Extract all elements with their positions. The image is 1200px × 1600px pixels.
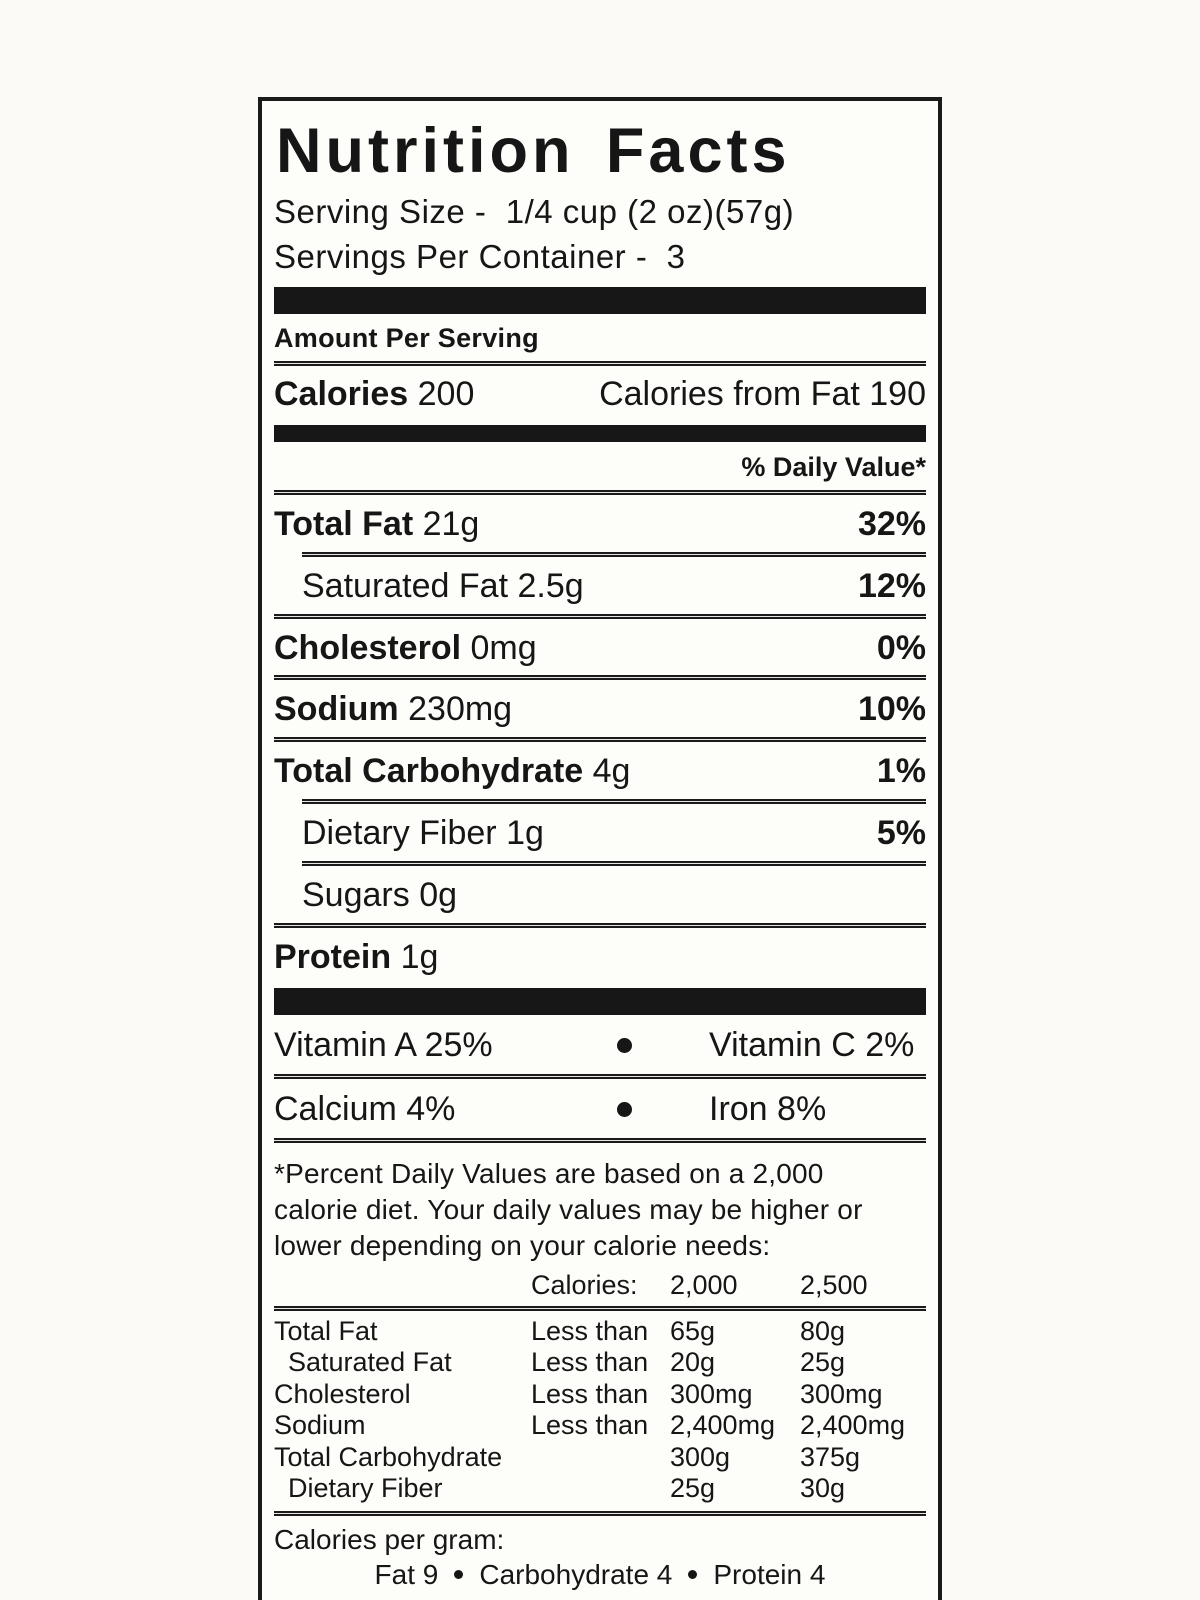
footnote-table-header: Calories: 2,000 2,500 bbox=[531, 1270, 868, 1301]
daily-value: 0% bbox=[876, 628, 926, 667]
nutrient-row-total-carbohydrate: Total Carbohydrate 4g 1% bbox=[274, 752, 926, 791]
bullet-icon bbox=[454, 1570, 463, 1579]
nutrient-row-sodium: Sodium 230mg 10% bbox=[274, 690, 926, 729]
daily-value-header: % Daily Value* bbox=[741, 452, 926, 483]
nutrient-row-sugars: Sugars 0g bbox=[302, 875, 458, 914]
thick-divider-bar bbox=[274, 287, 926, 314]
footnote-table bbox=[274, 1311, 926, 1511]
amount-per-serving: Amount Per Serving bbox=[274, 323, 539, 354]
table-row: Sodium Less than 2,400mg 2,400mg bbox=[274, 1410, 906, 1441]
calcium: Calcium 4% bbox=[274, 1090, 456, 1129]
iron: Iron 8% bbox=[709, 1090, 827, 1129]
calories-per-gram-values: Fat 9 Carbohydrate 4 Protein 4 bbox=[374, 1558, 826, 1590]
calories-per-gram-label: Calories per gram: bbox=[274, 1523, 505, 1555]
daily-value-footnote: *Percent Daily Values are based on a 2,000 calorie diet. Your daily values may be higher or lower depending on your calorie needs: bbox=[274, 1158, 863, 1262]
nutrient-row-protein: Protein 1g bbox=[274, 937, 439, 976]
nutrient-row-cholesterol: Cholesterol 0mg 0% bbox=[274, 628, 926, 667]
vitamin-a: Vitamin A 25% bbox=[274, 1026, 493, 1065]
bullet-icon bbox=[617, 1038, 632, 1053]
medium-divider-bar bbox=[274, 425, 926, 442]
servings-per-container: Servings Per Container - 3 bbox=[274, 238, 686, 276]
vitamin-row-calcium-iron bbox=[274, 1079, 926, 1138]
table-row: Dietary Fiber 25g 30g bbox=[288, 1473, 846, 1504]
bullet-icon bbox=[617, 1102, 632, 1117]
bullet-icon bbox=[688, 1570, 697, 1579]
daily-value: 12% bbox=[857, 566, 926, 605]
label-title: Nutrition Facts bbox=[276, 116, 791, 186]
daily-value: 1% bbox=[876, 752, 926, 791]
table-row: Saturated Fat Less than 20g 25g bbox=[288, 1347, 846, 1378]
calories-from-fat: Calories from Fat 190 bbox=[599, 375, 926, 414]
daily-value: 32% bbox=[857, 505, 926, 544]
table-row: Cholesterol Less than 300mg 300mg bbox=[274, 1378, 883, 1409]
calories-value: Calories 200 bbox=[274, 375, 475, 414]
serving-size: Serving Size - 1/4 cup (2 oz)(57g) bbox=[274, 193, 795, 231]
table-row: Total Fat Less than 65g 80g bbox=[274, 1315, 846, 1346]
calories-row bbox=[274, 366, 926, 425]
daily-value: 5% bbox=[876, 814, 926, 853]
daily-value: 10% bbox=[857, 690, 926, 729]
vitamin-c: Vitamin C 2% bbox=[709, 1026, 915, 1065]
nutrient-row-saturated-fat: Saturated Fat 2.5g 12% bbox=[302, 566, 926, 605]
nutrient-row-total-fat: Total Fat 21g 32% bbox=[274, 505, 926, 544]
table-row: Total Carbohydrate 300g 375g bbox=[274, 1441, 861, 1472]
vitamin-row-a-c bbox=[274, 1015, 926, 1074]
nutrient-row-dietary-fiber: Dietary Fiber 1g 5% bbox=[302, 814, 926, 853]
thick-divider-bar bbox=[274, 988, 926, 1015]
nutrition-facts-label bbox=[258, 97, 942, 1600]
